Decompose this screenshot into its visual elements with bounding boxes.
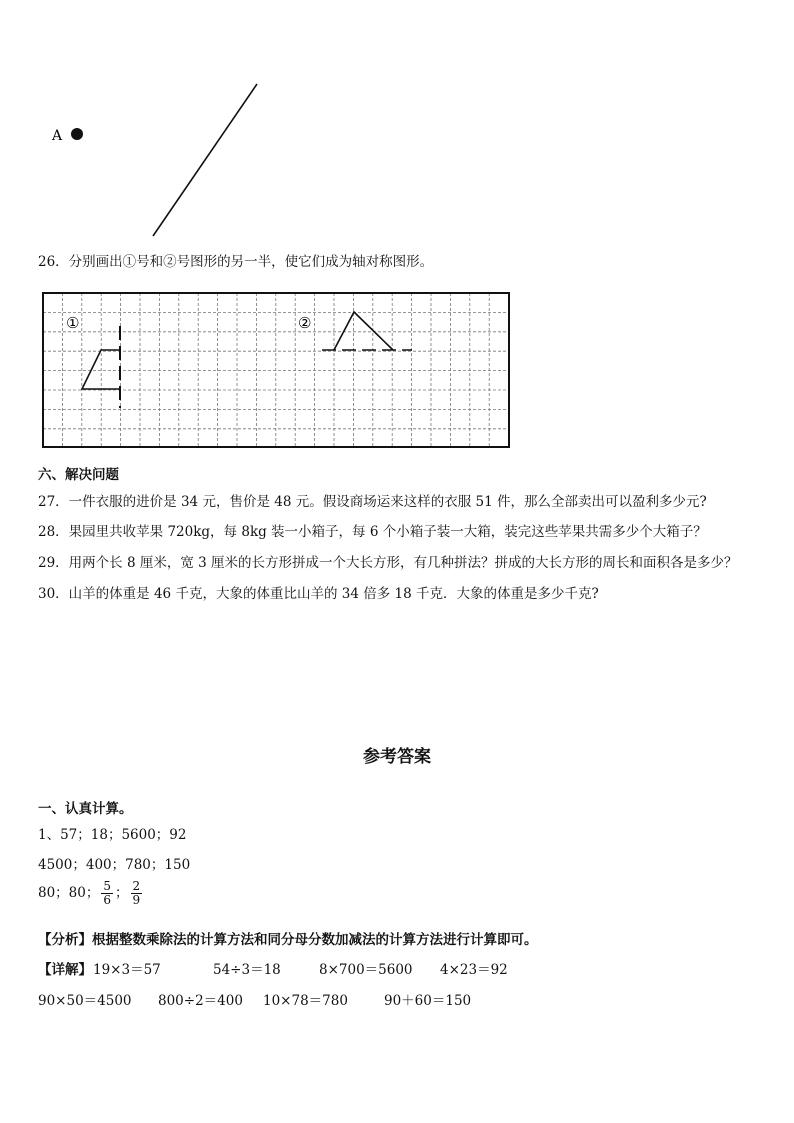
calc-row2-item: 90＋60＝150 <box>384 993 472 1009</box>
calc-row1-item: 19×3＝57 <box>93 962 161 978</box>
slanted-line <box>153 84 257 236</box>
question-29: 29．用两个长 8 厘米，宽 3 厘米的长方形拼成一个大长方形，有几种拼法？拼成的大长方形的周长和面积各是多少？ <box>38 555 738 571</box>
grid-dashed-lines <box>43 293 509 447</box>
calc-row1-item: 4×23＝92 <box>440 962 508 978</box>
calc-row1-item: 8×700＝5600 <box>319 962 413 978</box>
detail-label: 【详解】 <box>38 962 92 978</box>
fraction-five-sixths: $\frac{5}{6}$ <box>103 879 111 907</box>
calc-row2-item: 800÷2＝400 <box>158 993 243 1009</box>
answer-section-1-heading: 一、认真计算。 <box>38 801 133 817</box>
analysis-text: 【分析】根据整数乘除法的计算方法和同分母分数加减法的计算方法进行计算即可。 <box>38 932 538 948</box>
answer-line-1: 1、57；18；5600；92 <box>38 827 187 843</box>
calc-row2-item: 90×50＝4500 <box>38 993 132 1009</box>
answer-key-title: 参考答案 <box>363 747 431 767</box>
fraction-two-ninths: $\frac{2}{9}$ <box>132 879 141 907</box>
answer-line-3-prefix: 80；80； <box>38 885 100 901</box>
question-26: 26．分别画出①号和②号图形的另一半，使它们成为轴对称图形。 <box>38 254 434 270</box>
figure-1-label: ① <box>66 314 80 332</box>
symmetry-grid-figure <box>42 292 512 450</box>
answer-line-2: 4500；400；780；150 <box>38 857 191 873</box>
calc-row1-item: 54÷3＝18 <box>213 962 281 978</box>
figure-2-label: ② <box>298 314 312 332</box>
answer-line-3 <box>38 880 144 907</box>
point-a-label: A <box>52 128 63 144</box>
answer-separator: ； <box>115 885 129 901</box>
point-a <box>71 128 83 140</box>
question-28: 28．果园里共收苹果 720kg，每 8kg 装一小箱子，每 6 个小箱子装一大箱，装完这些苹果共需多少个大箱子？ <box>38 524 707 540</box>
point-and-line-figure <box>40 80 300 250</box>
question-30: 30．山羊的体重是 46 千克，大象的体重比山羊的 34 倍多 18 千克．大象的体重是多少千克? <box>38 586 599 602</box>
section-6-heading: 六、解决问题 <box>38 467 119 483</box>
figure-2-half-shape <box>334 312 393 350</box>
calc-row2-item: 10×78＝780 <box>263 993 348 1009</box>
question-27: 27．一件衣服的进价是 34 元，售价是 48 元。假设商场运来这样的衣服 51 件，那么全部卖出可以盈利多少元? <box>38 494 707 510</box>
